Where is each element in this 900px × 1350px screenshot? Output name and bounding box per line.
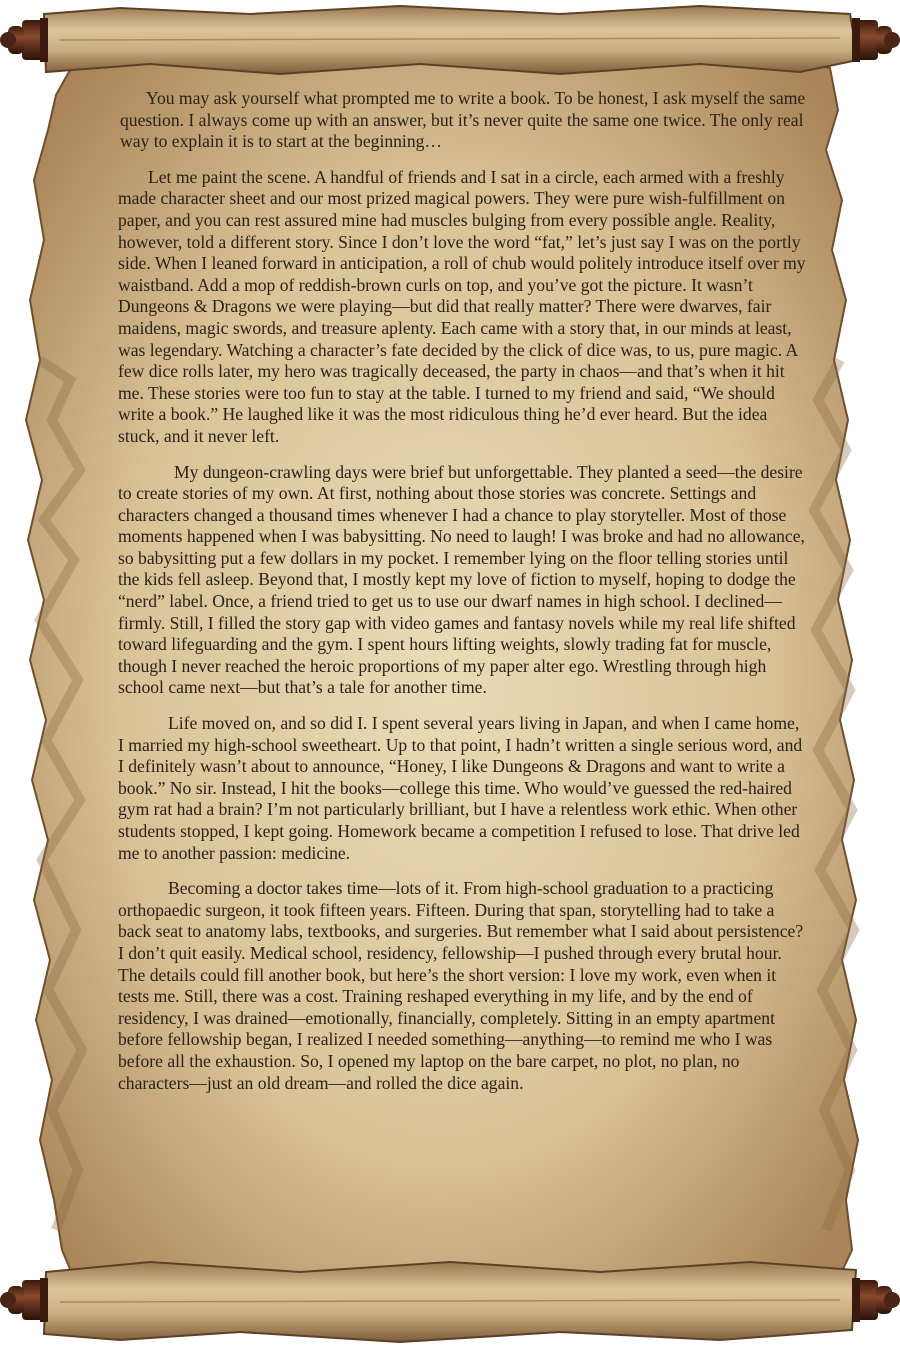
story-text: [118, 88, 808, 1094]
story-paragraph: You may ask yourself what prompted me to write a book. To be honest, I ask myself the same question. I always come up with an answer, but it’s never quite the same one twice. The only real way to explain it is to start at the beginning…: [120, 88, 806, 152]
top-left-rod-end: [0, 18, 48, 62]
story-paragraph: Let me paint the scene. A handful of friends and I sat in a circle, each armed with a freshly made character sheet and our most prized magical powers. They were pure wish-fulfillment on paper, and you can rest assured mine had muscles bulging from every possible angle. Reality, however, told a different story. Since I don’t love the word “fat,” let’s just say I was on the portly side. When I leaned forward in anticipation, a roll of chub would politely introduce itself over my waistband. Add a mop of reddish-brown curls on top, and you’ve got the picture. It wasn’t Dungeons & Dragons we were playing—but did that really matter? There were dwarves, fair maidens, magic swords, and treasure aplenty. Each came with a story that, in our minds at least, was legendary. Watching a character’s fate decided by the click of dice was, to us, pure magic. A few dice rolls later, my hero was tragically deceased, the party in chaos—and that’s when it hit me. These stories were too fun to stay at the table. I turned to my friend and said, “We should write a book.” He laughed like it was the most ridiculous thing he’d ever heard. But the idea stuck, and it never left.: [118, 166, 806, 446]
top-right-rod-end: [852, 18, 900, 62]
story-paragraph: Becoming a doctor takes time—lots of it. From high-school graduation to a practicing orthopaedic surgeon, it took fifteen years. Fifteen. During that span, storytelling had to take a back seat to anatomy labs, textbooks, and surgeries. But remember what I said about persistence? I don’t quit easily. Medical school, residency, fellowship—I pushed through every brutal hour. The details could fill another book, but here’s the short version: I love my work, even when it tests me. Still, there was a cost. Training reshaped everything in my life, and by the end of residency, I was drained—emotionally, financially, completely. Sitting in an empty apartment before fellowship began, I realized I needed something—anything—to remind me who I was before all the exhaustion. So, I opened my laptop on the bare carpet, no plot, no plan, no characters—just an old dream—and rolled the dice again.: [118, 878, 804, 1093]
top-roll: [44, 6, 858, 74]
bottom-left-rod-end: [0, 1278, 48, 1322]
story-paragraph: My dungeon-crawling days were brief but unforgettable. They planted a seed—the desire to create stories of my own. At first, nothing about those stories was concrete. Settings and characters changed a thousand times whenever I had a chance to play storyteller. Most of those moments happened when I was babysitting. No need to laugh! I was broke and had no allowance, so babysitting put a few dollars in my pocket. I remember lying on the floor telling stories until the kids fell asleep. Beyond that, I mostly kept my love of fiction to myself, hoping to dodge the “nerd” label. Once, a friend tried to get us to use our dwarf names in high school. I declined—firmly. Still, I filled the story gap with video games and fantasy novels while my real life shifted toward lifeguarding and the gym. I spent hours lifting weights, slowly trading fat for muscle, though I never reached the heroic proportions of my paper alter ego. Wrestling through high school came next—but that’s a tale for another time.: [118, 461, 805, 698]
story-paragraph: Life moved on, and so did I. I spent several years living in Japan, and when I came home, I married my high-school sweetheart. Up to that point, I hadn’t written a single serious word, and I definitely wasn’t about to announce, “Honey, I like Dungeons & Dragons and want to write a book.” No sir. Instead, I hit the books—college this time. Who would’ve guessed the red-haired gym rat had a brain? I’m not particularly brilliant, but I have a relentless work ethic. When other students stopped, I kept going. Homework became a competition I refused to lose. That drive led me to another passion: medicine.: [118, 713, 803, 863]
bottom-roll: [44, 1262, 856, 1342]
bottom-right-rod-end: [852, 1278, 900, 1322]
